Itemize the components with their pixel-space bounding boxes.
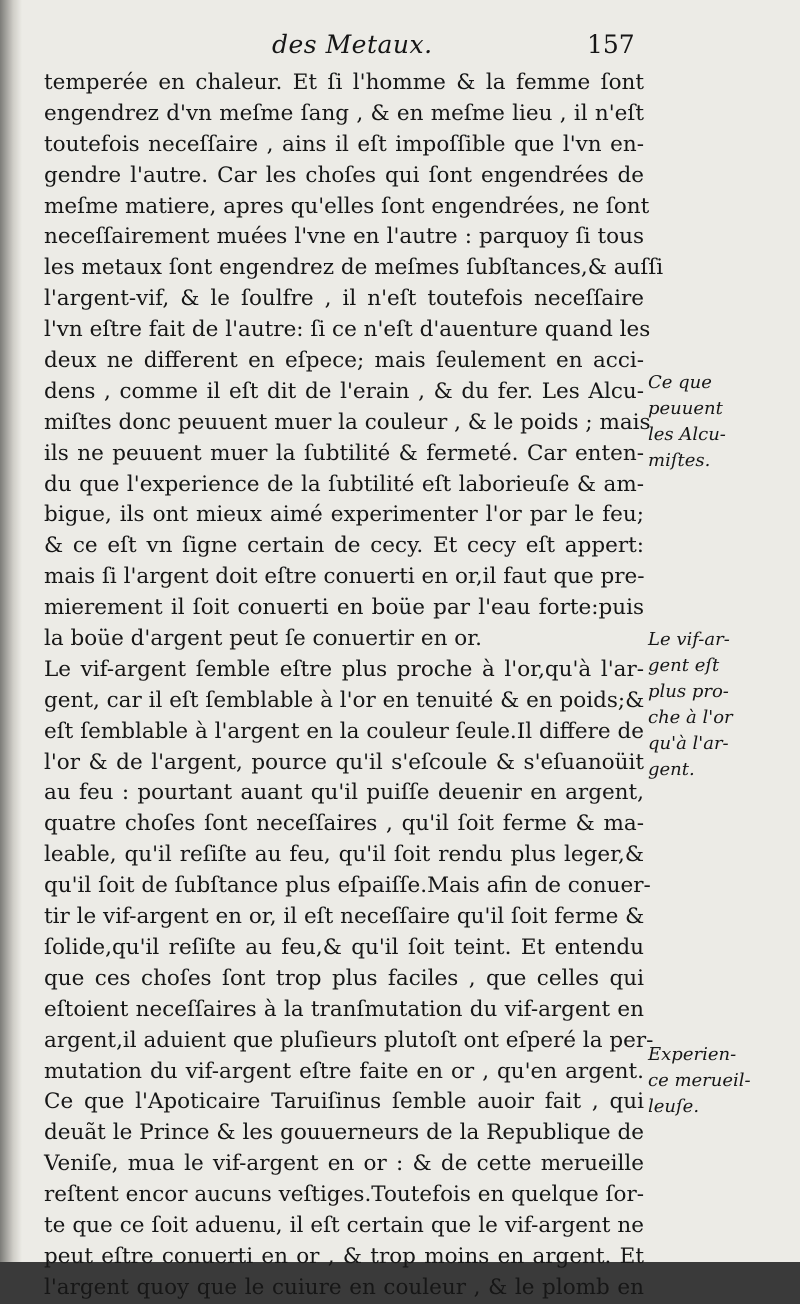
text-line: neceſſairement muées l'vne en l'autre : parquoy ſi tous <box>44 224 644 250</box>
margin-note-line: les Alcu- <box>648 424 726 445</box>
text-line: reſtent encor aucuns veſtiges.Toutefois en quelque ſor- <box>44 1182 644 1208</box>
text-line: bigue, ils ont mieux aimé experimenter l'or par le feu; <box>44 502 644 528</box>
text-line: argent,il aduient que pluſieurs plutoſt ont eſperé la per- <box>44 1027 654 1053</box>
text-line: mais ſi l'argent doit eſtre conuerti en or,il faut que pre- <box>44 564 645 590</box>
text-line: miſtes donc peuuent muer la couleur , & le poids ; mais <box>44 409 651 435</box>
running-head: des Metaux. <box>272 30 433 59</box>
page-number: 157 <box>587 30 635 59</box>
margin-note-line: Experien- <box>648 1044 737 1065</box>
text-line: l'vn eſtre fait de l'autre: ſi ce n'eſt d'auenture quand les <box>44 317 651 343</box>
text-line: deux ne different en eſpece; mais ſeulement en acci- <box>44 348 644 374</box>
text-line: eſt ſemblable à l'argent en la couleur ſeule.Il differe de <box>44 718 644 744</box>
paragraph-end-line: la boüe d'argent peut ſe conuertir en or. <box>44 626 482 652</box>
text-line: ils ne peuuent muer la ſubtilité & fermeté. Car enten- <box>44 440 644 466</box>
margin-note-quicksilver <box>648 627 733 783</box>
margin-note-line: plus pro- <box>648 681 729 702</box>
text-line: gent, car il eſt ſemblable à l'or en tenuité & en poids;& <box>44 687 645 713</box>
text-line: gendre l'autre. Car les choſes qui ſont engendrées de <box>44 162 644 188</box>
margin-note-alchemists <box>648 370 726 474</box>
margin-note-line: qu'à l'ar- <box>648 733 729 754</box>
text-line: & ce eſt vn ſigne certain de cecy. Et cecy eſt appert: <box>44 533 644 559</box>
text-line: Le vif-argent ſemble eſtre plus proche à l'or,qu'à l'ar- <box>44 656 644 682</box>
margin-note-line: gent eſt <box>648 655 720 676</box>
margin-note-line: ce merueil- <box>648 1070 751 1091</box>
margin-note-line: gent. <box>648 759 695 780</box>
text-line: meſme matiere, apres qu'elles ſont engendrées, ne ſont <box>44 193 650 219</box>
text-line: Ce que l'Apoticaire Taruiſinus ſemble auoir fait , qui <box>44 1089 644 1115</box>
margin-note-line: peuuent <box>648 398 723 419</box>
text-line: dens , comme il eſt dit de l'erain , & du fer. Les Alcu- <box>44 378 644 404</box>
text-line: l'argent-vif, & le ſoulfre , il n'eſt toutefois neceſſaire <box>44 286 644 312</box>
text-line: Veniſe, mua le vif-argent en or : & de cette merueille <box>44 1151 644 1177</box>
margin-note-line: leuſe. <box>648 1096 700 1117</box>
margin-note-line: Le vif-ar- <box>648 629 730 650</box>
text-line: les metaux ſont engendrez de meſmes ſubſtances,& auſſi <box>44 255 664 281</box>
text-line: ſolide,qu'il reſiſte au feu,& qu'il ſoit teint. Et entendu <box>44 934 644 960</box>
text-line: deuãt le Prince & les gouuerneurs de la Republique de <box>44 1120 644 1146</box>
text-line: toutefois neceſſaire , ains il eſt impoſſible que l'vn en- <box>44 131 644 157</box>
text-line: temperée en chaleur. Et ſi l'homme & la femme ſont <box>44 70 644 95</box>
margin-note-marvelous-experience <box>648 1042 751 1120</box>
text-line: eſtoient neceſſaires à la tranſmutation du vif-argent en <box>44 996 644 1022</box>
text-line: du que l'experience de la ſubtilité eſt laborieuſe & am- <box>44 471 644 497</box>
text-line: l'or & de l'argent, pource qu'il s'eſcoule & s'eſuanoüit <box>44 749 644 775</box>
text-line: l'argent quoy que le cuiure en couleur , & le plomb en <box>44 1274 644 1300</box>
text-line: te que ce ſoit aduenu, il eſt certain que le vif-argent ne <box>44 1212 644 1238</box>
page-gutter-shadow <box>0 0 22 1262</box>
text-line: engendrez d'vn meſme ſang , & en meſme lieu , il n'eſt <box>44 100 644 126</box>
text-line: au feu : pourtant auant qu'il puiſſe deuenir en argent, <box>44 780 644 806</box>
margin-note-line: Ce que <box>648 372 712 393</box>
margin-note-line: che à l'or <box>648 707 733 728</box>
text-line: mutation du vif-argent eſtre faite en or , qu'en argent. <box>44 1058 644 1084</box>
margin-note-line: miſtes. <box>648 450 711 471</box>
text-line: quatre choſes ſont neceſſaires , qu'il ſoit ferme & ma- <box>44 811 644 837</box>
text-line: peut eſtre conuerti en or , & trop moins en argent. Et <box>44 1243 644 1269</box>
main-text-block <box>44 68 664 1304</box>
text-line: que ces choſes ſont trop plus faciles , que celles qui <box>44 965 644 991</box>
text-line: tir le vif-argent en or, il eſt neceſſaire qu'il ſoit ferme & <box>44 904 645 930</box>
text-line: leable, qu'il reſiſte au feu, qu'il ſoit rendu plus leger,& <box>44 842 644 868</box>
text-line: qu'il ſoit de ſubſtance plus eſpaiſſe.Mais afin de conuer- <box>44 873 651 899</box>
text-line: mierement il ſoit conuerti en boüe par l'eau forte:puis <box>44 595 644 621</box>
